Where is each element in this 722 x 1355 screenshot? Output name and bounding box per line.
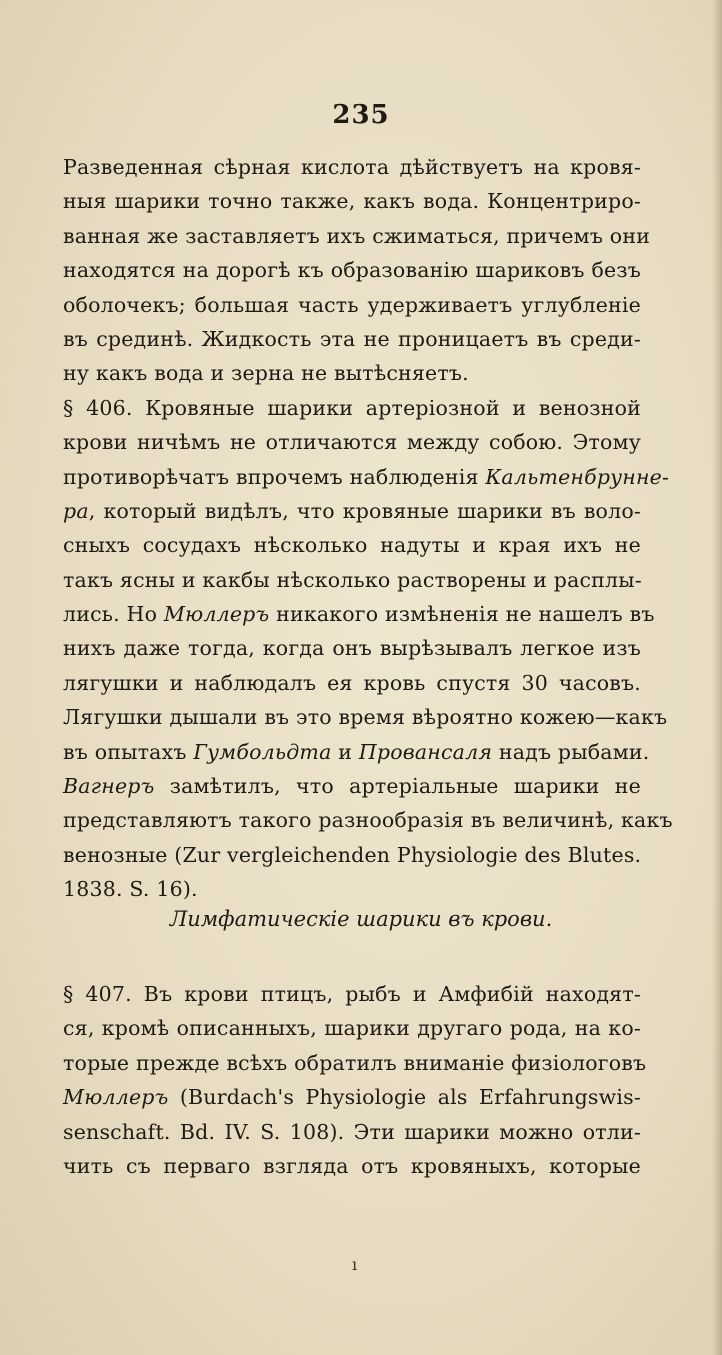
italic-name: Кальтенбрунне- — [485, 464, 670, 489]
text-line — [63, 597, 655, 631]
text-line — [63, 666, 641, 700]
text-span: венозные (Zur vergleichenden Physiologie des Blutes. — [63, 842, 642, 867]
text-line — [63, 563, 641, 597]
text-line — [63, 872, 641, 906]
text-line — [63, 528, 641, 562]
text-span: въ опытахъ — [63, 739, 194, 764]
text-line — [63, 803, 673, 837]
text-span: и — [331, 739, 359, 764]
text-span: , который видѣлъ, что кровяные шарики въ воло- — [88, 498, 641, 523]
text-span: чить съ перваго взгляда отъ кровяныхъ, которые — [63, 1153, 641, 1178]
text-line: находятся на дорогѣ къ образованію шариковъ безъ — [63, 258, 641, 283]
text-span: крови ничѣмъ не отличаются между собою. Этому — [63, 430, 641, 455]
text-span: 1838. S. 16). — [63, 877, 198, 902]
text-line — [63, 1149, 641, 1183]
italic-name: Провансаля — [358, 739, 493, 764]
text-line — [63, 1115, 641, 1149]
text-line — [63, 631, 641, 665]
text-span: сныхъ сосудахъ нѣсколько надуты и края ихъ не — [63, 533, 641, 558]
text-span: надъ рыбами. — [492, 739, 650, 764]
text-line — [63, 460, 670, 494]
text-line: въ срединѣ. Жидкость эта не проницаетъ въ среди- — [63, 326, 641, 351]
text-span: ся, кромѣ описанныхъ, шарики другаго рода, на ко- — [63, 1016, 641, 1041]
text-line — [63, 391, 641, 425]
text-line: Разведенная сѣрная кислота дѣйствуетъ на кровя- — [63, 155, 641, 179]
page-edge-shadow — [712, 0, 722, 1355]
text-span: (Burdach's Physiologie als Erfahrungswis- — [168, 1085, 641, 1110]
text-line: оболочекъ; большая часть удерживаетъ углубленіе — [63, 292, 641, 317]
main-text-upper — [63, 150, 673, 907]
main-text-lower — [63, 977, 647, 1183]
text-line — [63, 494, 641, 528]
text-line: ну какъ вода и зерна не вытѣсняетъ. — [63, 361, 469, 386]
text-span: Лягушки дышали въ это время вѣроятно кожею—какъ — [63, 705, 668, 730]
text-span: лягушки и наблюдалъ ея кровь спустя 30 часовъ. — [63, 670, 641, 695]
text-line — [63, 1046, 647, 1080]
text-span: противорѣчатъ впрочемъ наблюденія — [63, 464, 486, 489]
italic-name: Мюллеръ — [63, 1085, 169, 1110]
text-line: ванная же заставляетъ ихъ сжиматься, причемъ они — [63, 223, 651, 248]
section-heading: Лимфатическіе шарики въ крови. — [169, 907, 553, 931]
text-line — [63, 735, 650, 769]
text-span: торые прежде всѣхъ обратилъ вниманіе физіологовъ — [63, 1050, 647, 1075]
text-span: senschaft. Bd. IV. S. 108). Эти шарики можно отли- — [63, 1119, 641, 1144]
text-line — [63, 977, 641, 1011]
text-span: лись. Но — [63, 602, 164, 627]
text-line — [63, 838, 641, 872]
italic-name: Вагнеръ — [63, 774, 155, 799]
text-span: нихъ даже тогда, когда онъ вырѣзывалъ легкое изъ — [63, 636, 641, 661]
text-span: представляютъ такого разнообразія въ величинѣ, какъ — [63, 808, 673, 833]
ink-speck: ı — [352, 1255, 358, 1274]
text-span: никакого измѣненія не нашелъ въ — [269, 602, 655, 627]
text-line: ныя шарики точно также, какъ вода. Концентриро- — [63, 189, 641, 214]
page-number: 235 — [332, 100, 390, 130]
italic-name: ра — [63, 498, 89, 523]
text-span: § 407. Въ крови птицъ, рыбъ и Амфибій находят- — [63, 982, 641, 1006]
text-line — [63, 425, 641, 459]
text-line — [63, 1080, 641, 1114]
italic-name: Гумбольдта — [193, 739, 332, 764]
text-line — [63, 700, 668, 734]
text-span: такъ ясны и какбы нѣсколько растворены и расплы- — [63, 567, 642, 592]
text-line — [63, 1011, 641, 1045]
text-span: замѣтилъ, что артеріальные шарики не — [154, 774, 641, 799]
text-line — [63, 769, 641, 803]
text-span: § 406. Кровяные шарики артеріозной и венозной — [63, 395, 641, 420]
italic-name: Мюллеръ — [163, 602, 270, 627]
